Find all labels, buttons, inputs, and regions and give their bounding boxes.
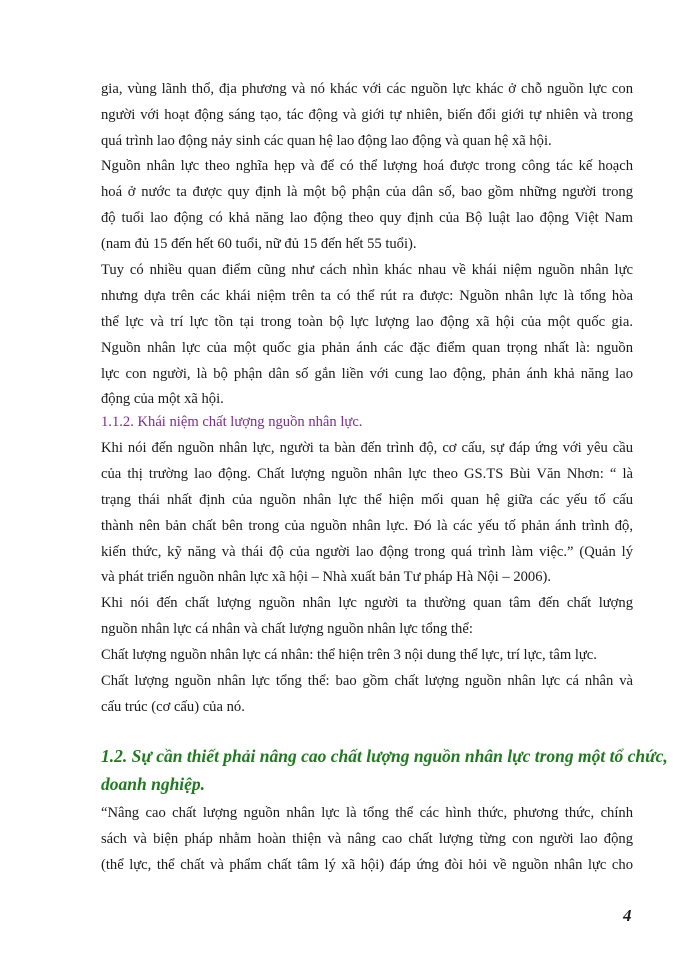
paragraph-4-line-5: kiến thức, kỹ năng và thái độ của người lao động trong quá trình làm việc.” (Quản lý [101,544,633,560]
paragraph-8-line-2: sách và biện pháp nhằm hoàn thiện và nâng cao chất lượng từng con người lao động [101,831,633,847]
paragraph-3-line-5: lực con người, là bộ phận dân số gắn liền với cung lao động, phản ánh khả năng lao [101,366,633,382]
paragraph-3-line-2: nhưng dựa trên các khái niệm trên ta có thể rút ra được: Nguồn nhân lực là tổng hòa [101,288,633,304]
paragraph-2-line-1: Nguồn nhân lực theo nghĩa hẹp và để có thể lượng hoá được trong công tác kế hoạch [101,158,633,174]
page-number: 4 [623,906,632,925]
paragraph-8-line-3: (thể lực, thể chất và phẩm chất tâm lý xã hội) đáp ứng đòi hỏi về nguồn nhân lực cho [101,857,633,873]
paragraph-3-line-3: thể lực và trí lực tồn tại trong toàn bộ lực lượng lao động xã hội của một quốc gia. [101,314,633,330]
paragraph-4-line-6: và phát triển nguồn nhân lực xã hội – Nhà xuất bản Tư pháp Hà Nội – 2006). [101,569,552,585]
paragraph-4-line-2: của thị trường lao động. Chất lượng nguồn nhân lực theo GS.TS Bùi Văn Nhơn: “ là [101,466,633,482]
paragraph-1-line-3: quá trình lao động nảy sinh các quan hệ lao động lao động và quan hệ xã hội. [101,133,552,149]
paragraph-4-line-1: Khi nói đến nguồn nhân lực, người ta bàn đến trình độ, cơ cấu, sự đáp ứng với yêu cầu [101,440,633,456]
paragraph-5-line-1: Khi nói đến chất lượng nguồn nhân lực người ta thường quan tâm đến chất lượng [101,595,633,611]
paragraph-3-line-6: động của một xã hội. [101,391,224,407]
paragraph-1-line-2: người với hoạt động sáng tạo, tác động và giới tự nhiên, biến đổi giới tự nhiên và trong [101,107,633,123]
section-heading-1-2-line-2: doanh nghiệp. [101,774,206,794]
paragraph-2-line-4: (nam đủ 15 đến hết 60 tuổi, nữ đủ 15 đến hết 55 tuổi). [101,236,417,252]
document-page [101,0,668,960]
paragraph-7-line-1: Chất lượng nguồn nhân lực tổng thể: bao gồm chất lượng nguồn nhân lực cá nhân và [101,673,633,689]
paragraph-8-line-1: “Nâng cao chất lượng nguồn nhân lực là tổng thể các hình thức, phương thức, chính [101,805,633,821]
section-heading-1-2-line-1: 1.2. Sự cần thiết phải nâng cao chất lượng nguồn nhân lực trong một tổ chức, [101,746,668,766]
paragraph-2-line-3: độ tuổi lao động có khả năng lao động theo quy định của Bộ luật lao động Việt Nam [101,210,633,226]
paragraph-3-line-1: Tuy có nhiều quan điểm cũng như cách nhìn khác nhau về khái niệm nguồn nhân lực [101,262,633,278]
paragraph-1-line-1: gia, vùng lãnh thổ, địa phương và nó khác với các nguồn lực khác ở chỗ nguồn lực con [101,81,633,97]
paragraph-7-line-2: cấu trúc (cơ cấu) của nó. [101,699,245,715]
paragraph-4-line-4: thành nên bản chất bên trong của nguồn nhân lực. Đó là các yếu tố phản ánh trình độ, [101,518,633,534]
paragraph-5-line-2: nguồn nhân lực cá nhân và chất lượng nguồn nhân lực tổng thể: [101,621,473,637]
paragraph-2-line-2: hoá ở nước ta được quy định là một bộ phận của dân số, bao gồm những người trong [101,184,633,200]
paragraph-6-line-1: Chất lượng nguồn nhân lực cá nhân: thể hiện trên 3 nội dung thể lực, trí lực, tâm lực. [101,647,597,663]
paragraph-4-line-3: trạng thái nhất định của nguồn nhân lực thể hiện mối quan hệ giữa các yếu tố cấu [101,492,633,508]
paragraph-3-line-4: Nguồn nhân lực của một quốc gia phản ánh các đặc điểm quan trọng nhất là: nguồn [101,340,633,356]
subheading-1-1-2: 1.1.2. Khái niệm chất lượng nguồn nhân lực. [101,414,363,430]
